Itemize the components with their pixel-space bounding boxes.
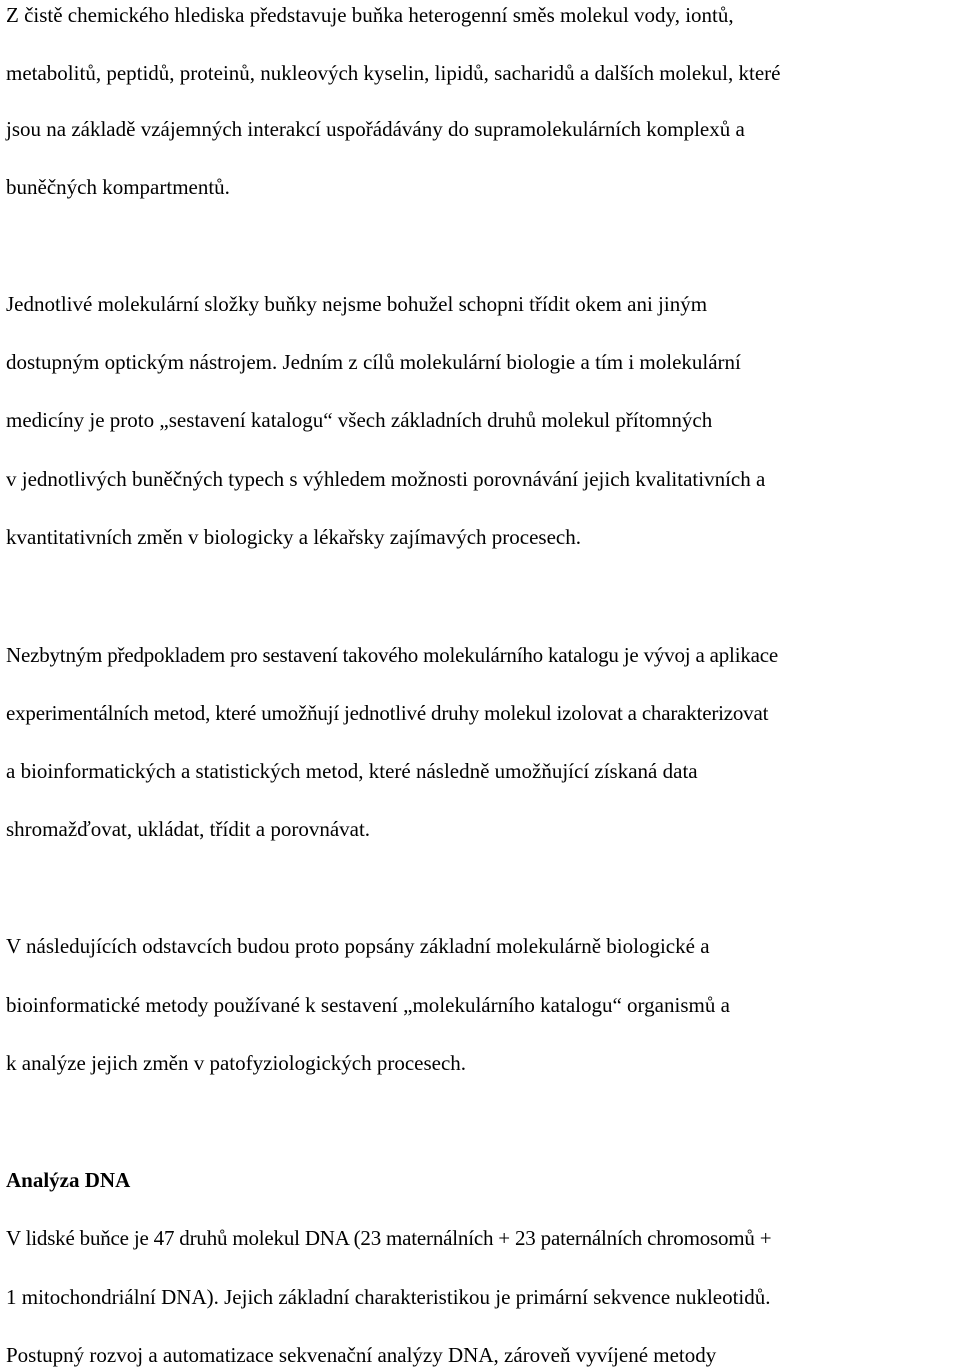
text-line: a bioinformatických a statistických metod, které následně umožňující získaná data bbox=[6, 759, 698, 783]
section-heading: Analýza DNA bbox=[6, 1168, 131, 1192]
text-line: v jednotlivých buněčných typech s výhledem možnosti porovnávání jejich kvalitativních a bbox=[6, 467, 766, 491]
text-line: experimentálních metod, které umožňují jednotlivé druhy molekul izolovat a charakterizovat bbox=[6, 701, 769, 725]
text-line: 1 mitochondriální DNA). Jejich základní charakteristikou je primární sekvence nukleotidů. bbox=[6, 1285, 771, 1309]
text-line: k analýze jejich změn v patofyziologických procesech. bbox=[6, 1051, 467, 1075]
text-line: kvantitativních změn v biologicky a lékařsky zajímavých procesech. bbox=[6, 525, 581, 549]
text-line: V následujících odstavcích budou proto popsány základní molekulárně biologické a bbox=[6, 934, 710, 958]
text-line: Postupný rozvoj a automatizace sekvenační analýzy DNA, zároveň vyvíjené metody bbox=[6, 1343, 717, 1367]
text-line: Nezbytným předpokladem pro sestavení takového molekulárního katalogu je vývoj a aplikace bbox=[6, 643, 778, 667]
text-line: buněčných kompartmentů. bbox=[6, 175, 230, 199]
text-line: bioinformatické metody používané k sestavení „molekulárního katalogu“ organismů a bbox=[6, 993, 730, 1017]
text-line: Z čistě chemického hlediska představuje buňka heterogenní směs molekul vody, iontů, bbox=[6, 3, 734, 27]
text-line: jsou na základě vzájemných interakcí uspořádávány do supramolekulárních komplexů a bbox=[6, 117, 745, 141]
text-line: dostupným optickým nástrojem. Jedním z cílů molekulární biologie a tím i molekulární bbox=[6, 350, 741, 374]
text-line: Jednotlivé molekulární složky buňky nejsme bohužel schopni třídit okem ani jiným bbox=[6, 292, 708, 316]
text-line: medicíny je proto „sestavení katalogu“ všech základních druhů molekul přítomných bbox=[6, 408, 713, 432]
text-line: shromažďovat, ukládat, třídit a porovnávat. bbox=[6, 817, 371, 841]
text-line: V lidské buňce je 47 druhů molekul DNA (23 maternálních + 23 paternálních chromosomů + bbox=[6, 1226, 772, 1250]
text-line: metabolitů, peptidů, proteinů, nukleových kyselin, lipidů, sacharidů a dalších molekul, které bbox=[6, 61, 781, 85]
